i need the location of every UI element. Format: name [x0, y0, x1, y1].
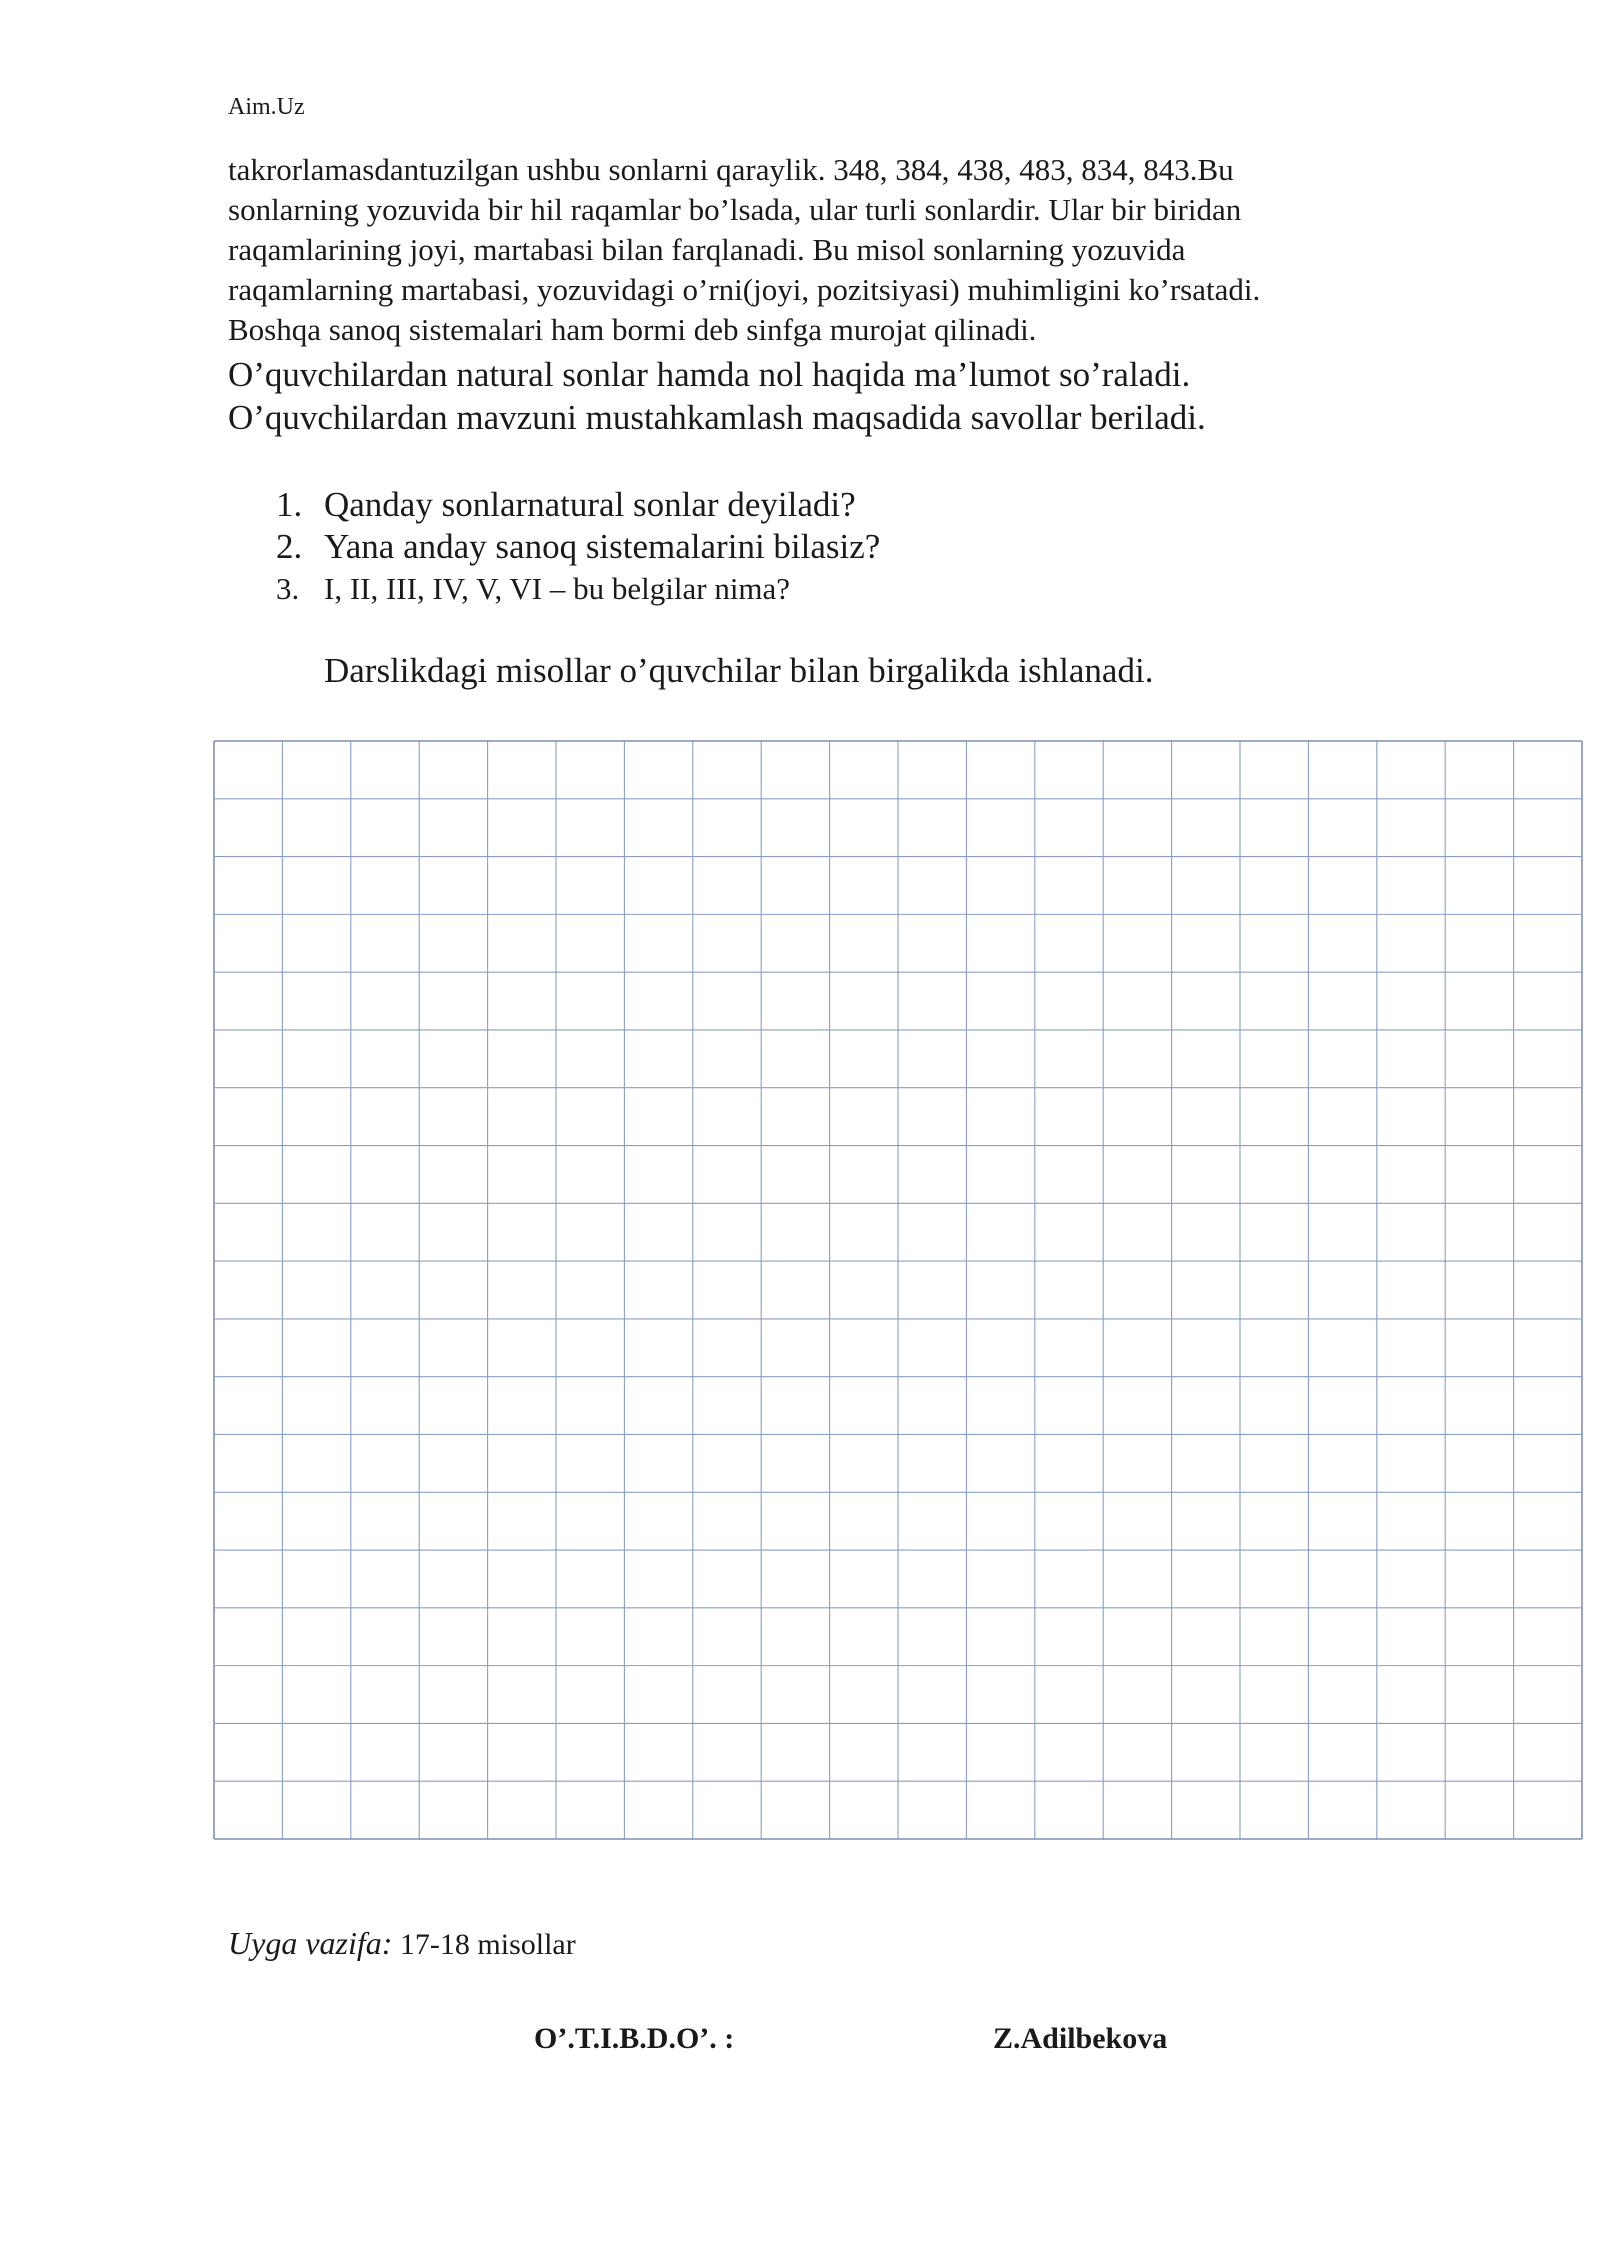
grid-svg: [213, 740, 1583, 1840]
intro-line: sonlarning yozuvida bir hil raqamlar bo’lsada, ular turli sonlardir. Ular bir biridan: [228, 192, 1242, 227]
question-text: I, II, III, IV, V, VI – bu belgilar nima?: [324, 571, 791, 606]
grid-paper: [213, 740, 1583, 1840]
instruction-line: O’quvchilardan natural sonlar hamda nol haqida ma’lumot so’raladi.: [228, 355, 1191, 394]
instruction-line: O’quvchilardan mavzuni mustahkamlash maqsadida savollar beriladi.: [228, 398, 1206, 437]
signature-org: O’.T.I.B.D.O’. :: [534, 2022, 735, 2055]
question-number: 3.: [276, 571, 300, 606]
question-text: Yana anday sanoq sistemalarini bilasiz?: [324, 527, 881, 566]
instruction-paragraph: [228, 353, 1528, 439]
signature-name: Z.Adilbekova: [993, 2022, 1168, 2055]
question-item: [276, 484, 880, 526]
homework-label: Uyga vazifa:: [228, 1925, 393, 1961]
intro-line: raqamlarning martabasi, yozuvidagi o’rni(joyi, pozitsiyasi) muhimligini ko’rsatadi.: [228, 272, 1261, 307]
question-text: Qanday sonlarnatural sonlar deyiladi?: [324, 485, 856, 524]
question-number: 2.: [276, 527, 303, 566]
question-list: [276, 484, 880, 610]
textbook-note: Darslikdagi misollar o’quvchilar bilan birgalikda ishlanadi.: [324, 651, 1154, 690]
homework-line: [228, 1925, 576, 1962]
question-number: 1.: [276, 485, 303, 524]
homework-value: 17-18 misollar: [392, 1928, 576, 1961]
question-item: [276, 568, 880, 610]
intro-line: raqamlarining joyi, martabasi bilan farqlanadi. Bu misol sonlarning yozuvida: [228, 232, 1186, 267]
site-header: Aim.Uz: [228, 94, 305, 120]
intro-line: takrorlamasdantuzilgan ushbu sonlarni qaraylik. 348, 384, 438, 483, 834, 843.Bu: [228, 152, 1234, 187]
intro-paragraph: [228, 150, 1528, 350]
question-item: [276, 526, 880, 568]
intro-line: Boshqa sanoq sistemalari ham bormi deb sinfga murojat qilinadi.: [228, 312, 1037, 347]
